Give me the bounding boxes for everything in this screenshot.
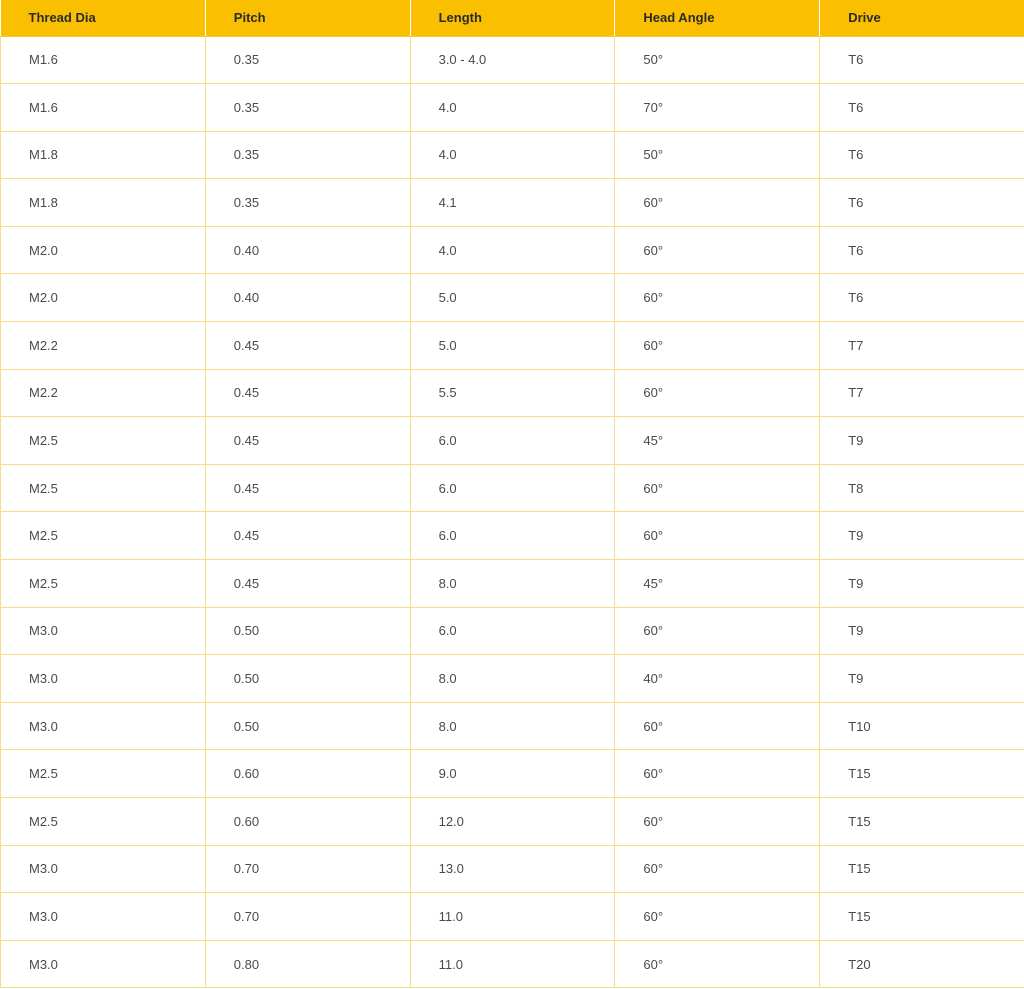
table-row	[1, 179, 1024, 227]
cell-head-angle: 60°	[615, 750, 820, 798]
cell-thread-dia: M2.5	[1, 798, 206, 846]
cell-length: 8.0	[410, 655, 615, 703]
cell-drive: T6	[820, 131, 1024, 179]
table-row	[1, 702, 1024, 750]
cell-drive: T8	[820, 464, 1024, 512]
cell-head-angle: 70°	[615, 84, 820, 132]
cell-head-angle: 40°	[615, 655, 820, 703]
cell-length: 4.0	[410, 226, 615, 274]
cell-length: 13.0	[410, 845, 615, 893]
table-body	[1, 36, 1024, 988]
cell-head-angle: 60°	[615, 940, 820, 988]
table-row	[1, 369, 1024, 417]
cell-pitch: 0.50	[205, 655, 410, 703]
cell-drive: T6	[820, 179, 1024, 227]
cell-length: 8.0	[410, 702, 615, 750]
cell-drive: T20	[820, 940, 1024, 988]
cell-thread-dia: M2.5	[1, 560, 206, 608]
cell-thread-dia: M3.0	[1, 940, 206, 988]
column-header-length: Length	[410, 0, 615, 36]
cell-head-angle: 60°	[615, 464, 820, 512]
cell-thread-dia: M2.5	[1, 750, 206, 798]
table-row	[1, 655, 1024, 703]
table-row	[1, 750, 1024, 798]
cell-thread-dia: M2.0	[1, 226, 206, 274]
table-row	[1, 464, 1024, 512]
column-header-drive: Drive	[820, 0, 1024, 36]
column-header-pitch: Pitch	[205, 0, 410, 36]
cell-length: 3.0 - 4.0	[410, 36, 615, 84]
cell-drive: T15	[820, 893, 1024, 941]
table-header	[1, 0, 1024, 36]
header-row	[1, 0, 1024, 36]
table-row	[1, 322, 1024, 370]
cell-head-angle: 60°	[615, 893, 820, 941]
cell-drive: T6	[820, 226, 1024, 274]
cell-pitch: 0.50	[205, 607, 410, 655]
table-row	[1, 512, 1024, 560]
cell-head-angle: 60°	[615, 322, 820, 370]
cell-pitch: 0.60	[205, 798, 410, 846]
cell-drive: T9	[820, 655, 1024, 703]
cell-thread-dia: M2.5	[1, 464, 206, 512]
cell-head-angle: 60°	[615, 798, 820, 846]
cell-pitch: 0.70	[205, 845, 410, 893]
table-row	[1, 36, 1024, 84]
table-row	[1, 607, 1024, 655]
cell-thread-dia: M2.5	[1, 417, 206, 465]
cell-drive: T6	[820, 274, 1024, 322]
cell-drive: T15	[820, 798, 1024, 846]
cell-thread-dia: M1.6	[1, 84, 206, 132]
cell-length: 5.5	[410, 369, 615, 417]
cell-pitch: 0.45	[205, 369, 410, 417]
cell-pitch: 0.35	[205, 131, 410, 179]
cell-pitch: 0.35	[205, 179, 410, 227]
cell-pitch: 0.35	[205, 36, 410, 84]
cell-thread-dia: M3.0	[1, 702, 206, 750]
cell-head-angle: 60°	[615, 512, 820, 560]
cell-head-angle: 60°	[615, 702, 820, 750]
cell-pitch: 0.40	[205, 274, 410, 322]
cell-drive: T10	[820, 702, 1024, 750]
cell-drive: T9	[820, 560, 1024, 608]
cell-pitch: 0.35	[205, 84, 410, 132]
cell-drive: T6	[820, 84, 1024, 132]
table-row	[1, 131, 1024, 179]
cell-thread-dia: M3.0	[1, 845, 206, 893]
cell-pitch: 0.45	[205, 464, 410, 512]
cell-pitch: 0.70	[205, 893, 410, 941]
cell-length: 5.0	[410, 274, 615, 322]
cell-thread-dia: M2.0	[1, 274, 206, 322]
cell-head-angle: 50°	[615, 131, 820, 179]
cell-drive: T15	[820, 845, 1024, 893]
cell-length: 6.0	[410, 464, 615, 512]
cell-head-angle: 60°	[615, 845, 820, 893]
cell-thread-dia: M1.8	[1, 179, 206, 227]
cell-head-angle: 60°	[615, 226, 820, 274]
cell-length: 9.0	[410, 750, 615, 798]
cell-pitch: 0.45	[205, 560, 410, 608]
cell-head-angle: 60°	[615, 274, 820, 322]
table-row	[1, 84, 1024, 132]
cell-pitch: 0.45	[205, 512, 410, 560]
column-header-thread-dia: Thread Dia	[1, 0, 206, 36]
cell-drive: T7	[820, 369, 1024, 417]
table-row	[1, 940, 1024, 988]
cell-thread-dia: M1.6	[1, 36, 206, 84]
cell-head-angle: 50°	[615, 36, 820, 84]
table-row	[1, 226, 1024, 274]
table-row	[1, 274, 1024, 322]
cell-drive: T6	[820, 36, 1024, 84]
cell-head-angle: 60°	[615, 179, 820, 227]
cell-pitch: 0.60	[205, 750, 410, 798]
cell-thread-dia: M2.2	[1, 322, 206, 370]
cell-drive: T7	[820, 322, 1024, 370]
cell-thread-dia: M3.0	[1, 607, 206, 655]
cell-length: 12.0	[410, 798, 615, 846]
cell-thread-dia: M2.5	[1, 512, 206, 560]
cell-length: 4.1	[410, 179, 615, 227]
cell-pitch: 0.45	[205, 417, 410, 465]
cell-length: 8.0	[410, 560, 615, 608]
cell-drive: T9	[820, 607, 1024, 655]
cell-length: 4.0	[410, 84, 615, 132]
cell-length: 6.0	[410, 607, 615, 655]
cell-pitch: 0.45	[205, 322, 410, 370]
cell-length: 11.0	[410, 940, 615, 988]
cell-length: 6.0	[410, 417, 615, 465]
cell-pitch: 0.80	[205, 940, 410, 988]
table-row	[1, 845, 1024, 893]
cell-thread-dia: M2.2	[1, 369, 206, 417]
cell-pitch: 0.50	[205, 702, 410, 750]
table-row	[1, 798, 1024, 846]
cell-head-angle: 45°	[615, 417, 820, 465]
column-header-head-angle: Head Angle	[615, 0, 820, 36]
cell-length: 5.0	[410, 322, 615, 370]
cell-length: 4.0	[410, 131, 615, 179]
cell-head-angle: 45°	[615, 560, 820, 608]
cell-head-angle: 60°	[615, 607, 820, 655]
cell-pitch: 0.40	[205, 226, 410, 274]
cell-drive: T9	[820, 417, 1024, 465]
cell-thread-dia: M3.0	[1, 893, 206, 941]
cell-thread-dia: M3.0	[1, 655, 206, 703]
table-row	[1, 560, 1024, 608]
table-row	[1, 893, 1024, 941]
cell-length: 11.0	[410, 893, 615, 941]
cell-drive: T9	[820, 512, 1024, 560]
cell-drive: T15	[820, 750, 1024, 798]
cell-thread-dia: M1.8	[1, 131, 206, 179]
cell-length: 6.0	[410, 512, 615, 560]
cell-head-angle: 60°	[615, 369, 820, 417]
table-row	[1, 417, 1024, 465]
